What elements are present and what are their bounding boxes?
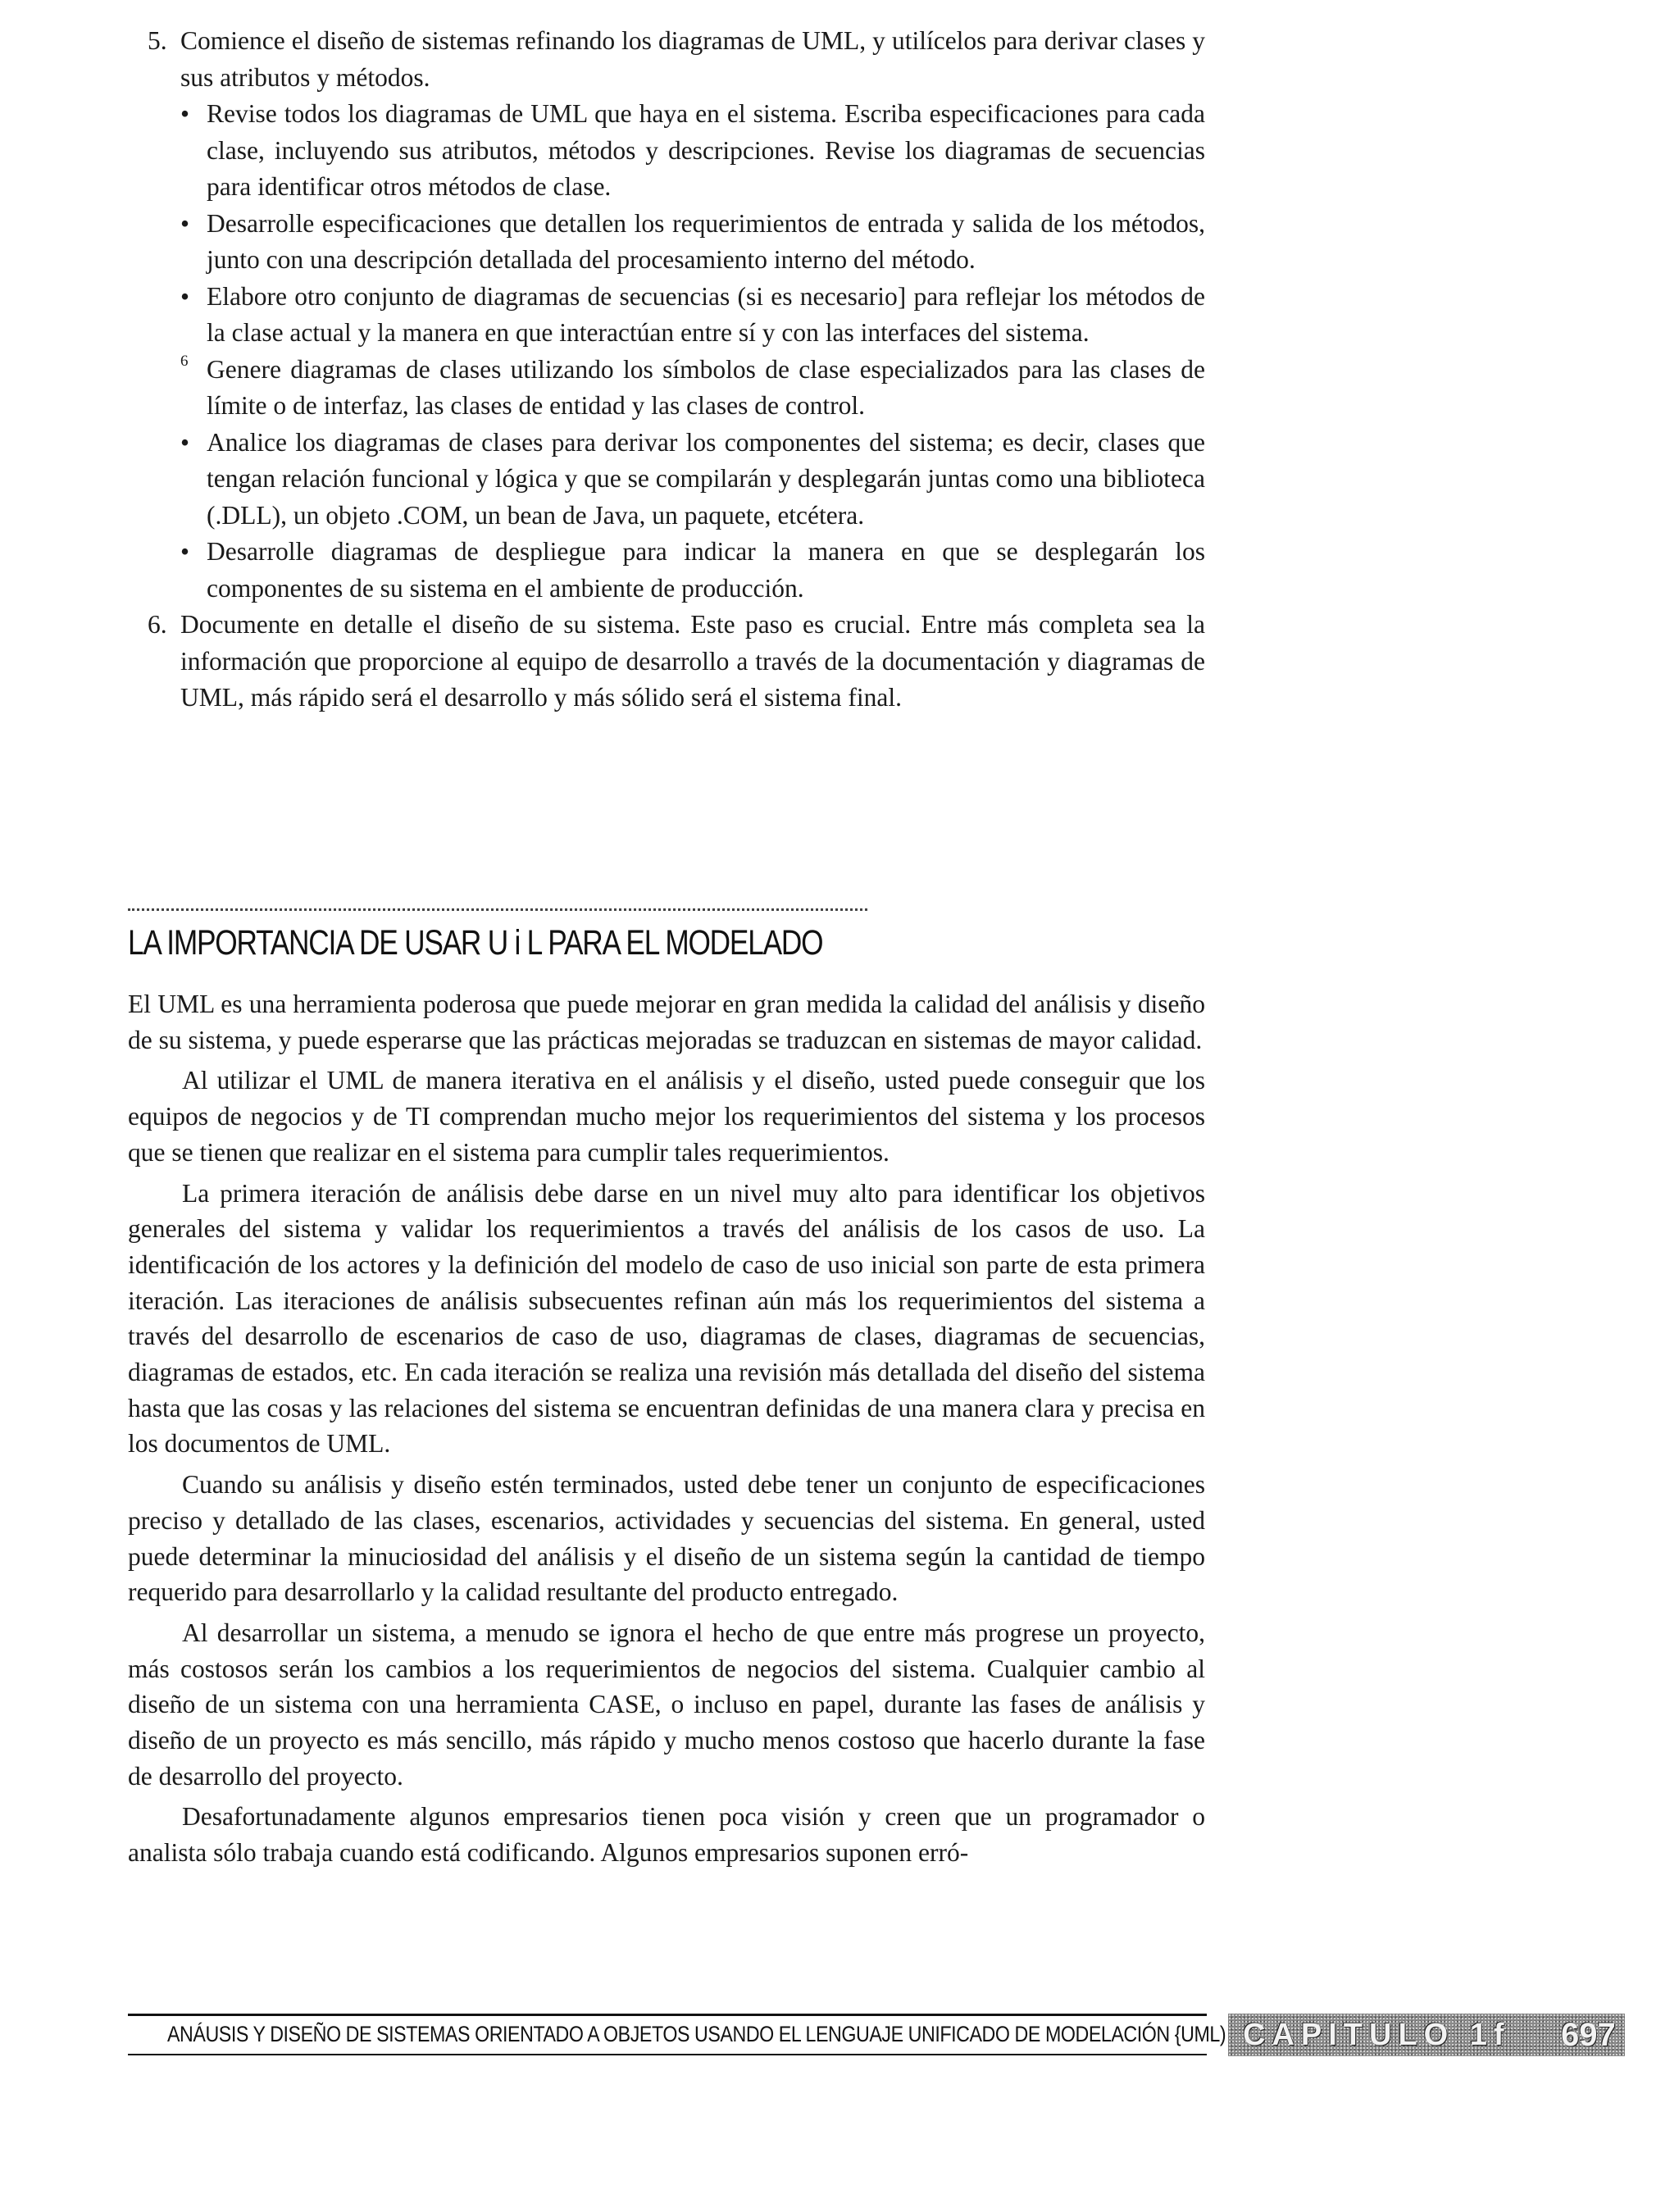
sub-item [148,352,1205,425]
bullet-marker: • [180,99,190,128]
paragraph: Al utilizar el UML de manera iterativa en el análisis y el diseño, usted puede conseguir que los equipos de negocios y de TI comprendan mucho mejor los requerimientos del sistema y los procesos que se tienen que realizar en el sistema para cumplir tales requerimientos. [128,1066,1205,1167]
sub-item-text: Desarrolle especificaciones que detallen los requerimientos de entrada y salida de los métodos, junto con una descripción detallada del procesamiento interno del método. [207,208,1205,274]
item-number: 5. [148,26,167,55]
chapter-label: CAPITULO 1f [1243,2018,1511,2052]
paragraph: La primera iteración de análisis debe darse en un nivel muy alto para identificar los objetivos generales del sistema y validar los requerimientos a través del análisis de los casos de uso. La identificación de los actores y la definición del modelo de caso de uso inicial son parte de esta primera iteración. Las iteraciones de análisis subsecuentes refinan aún más los requerimientos del sistema a través del desarrollo de escenarios de caso de uso, diagramas de clases, diagramas de secuencias, diagramas de estados, etc. En cada iteración se realiza una revisión más detallada del diseño del sistema hasta que las cosas y las relaciones del sistema se encuentran definidas de una manera clara y precisa en los documentos de UML. [128,1178,1205,1459]
sub-item [148,279,1205,352]
sub-item [148,534,1205,607]
list-item-6 [148,607,1205,717]
bullet-marker: • [180,208,190,238]
sub-item-text: Genere diagramas de clases utilizando los símbolos de clase especializados para las clases de límite o de interfaz, las clases de entidad y las clases de control. [207,354,1205,420]
sub-item [148,96,1205,206]
paragraph: Desafortunadamente algunos empresarios tienen poca visión y creen que un programador o analista sólo trabaja cuando está codificando. Algunos empresarios suponen erró- [128,1802,1205,1868]
page-number: 697 [1561,2017,1616,2053]
footer-bottom-rule [128,2054,1207,2055]
list-item-5 [148,23,1205,96]
running-title: ANÁUSIS Y DISEÑO DE SISTEMAS ORIENTADO A OBJETOS USANDO EL LENGUAJE UNIFICADO DE MODELACIÓN {UML) [167,2022,1226,2046]
sub-item-text: Elabore otro conjunto de diagramas de secuencias (si es necesario] para reflejar los métodos de la clase actual y la manera en que interactúan entre sí y con las interfaces del sistema. [207,281,1205,347]
sub-item-text: Revise todos los diagramas de UML que haya en el sistema. Escriba especificaciones para cada clase, incluyendo sus atributos, métodos y descripciones. Revise los diagramas de secuencias para identificar otros métodos de clase. [207,99,1205,201]
sub-item [148,206,1205,279]
section-heading: LA IMPORTANCIA DE USAR U i L PARA EL MODELADO [128,923,823,963]
paragraph: Al desarrollar un sistema, a menudo se ignora el hecho de que entre más progrese un proyecto, más costosos serán los cambios a los requerimientos de negocios del sistema. Cualquier cambio al diseño de un sistema con una herramienta CASE, o incluso en papel, durante las fases de análisis y diseño de un proyecto es más sencillo, más rápido y mucho menos costoso que hacerlo durante la fase de desarrollo del proyecto. [128,1618,1205,1791]
item-text: Documente en detalle el diseño de su sistema. Este paso es crucial. Entre más completa sea la información que proporcione al equipo de desarrollo a través de la documentación y diagramas de UML, más rápido será el desarrollo y más sólido será el sistema final. [180,610,1205,712]
item-text: Comience el diseño de sistemas refinando los diagramas de UML, y utilícelos para derivar clases y sus atributos y métodos. [180,26,1205,92]
bullet-marker: • [180,427,190,457]
bullet-marker: • [180,537,190,566]
sub-item-text: Desarrolle diagramas de despliegue para indicar la manera en que se desplegarán los componentes de su sistema en el ambiente de producción. [207,537,1205,603]
bullet-marker: • [180,281,190,311]
sub-item-text: Analice los diagramas de clases para derivar los componentes del sistema; es decir, clases que tengan relación funcional y lógica y que se compilarán y desplegarán juntas como una biblioteca (.DLL), un objeto .COM, un bean de Java, un paquete, etcétera. [207,427,1205,530]
sub-item [148,425,1205,535]
paragraph: Cuando su análisis y diseño estén terminados, usted debe tener un conjunto de especificaciones preciso y detallado de las clases, escenarios, actividades y secuencias del sistema. En general, usted puede determinar la minuciosidad del análisis y el diseño de un sistema según la cantidad de tiempo requerido para desarrollarlo y la calidad resultante del producto entregado. [128,1470,1205,1607]
superscript-marker: 6 [180,352,189,370]
dotted-divider [128,908,867,911]
paragraph: El UML es una herramienta poderosa que puede mejorar en gran medida la calidad del análisis y diseño de su sistema, y puede esperarse que las prácticas mejoradas se traduzcan en sistemas de mayor calidad. [128,990,1205,1054]
footer-top-rule [128,2014,1207,2016]
steps-list [148,23,1205,717]
section-body [128,986,1205,1876]
item-number: 6. [148,610,167,639]
